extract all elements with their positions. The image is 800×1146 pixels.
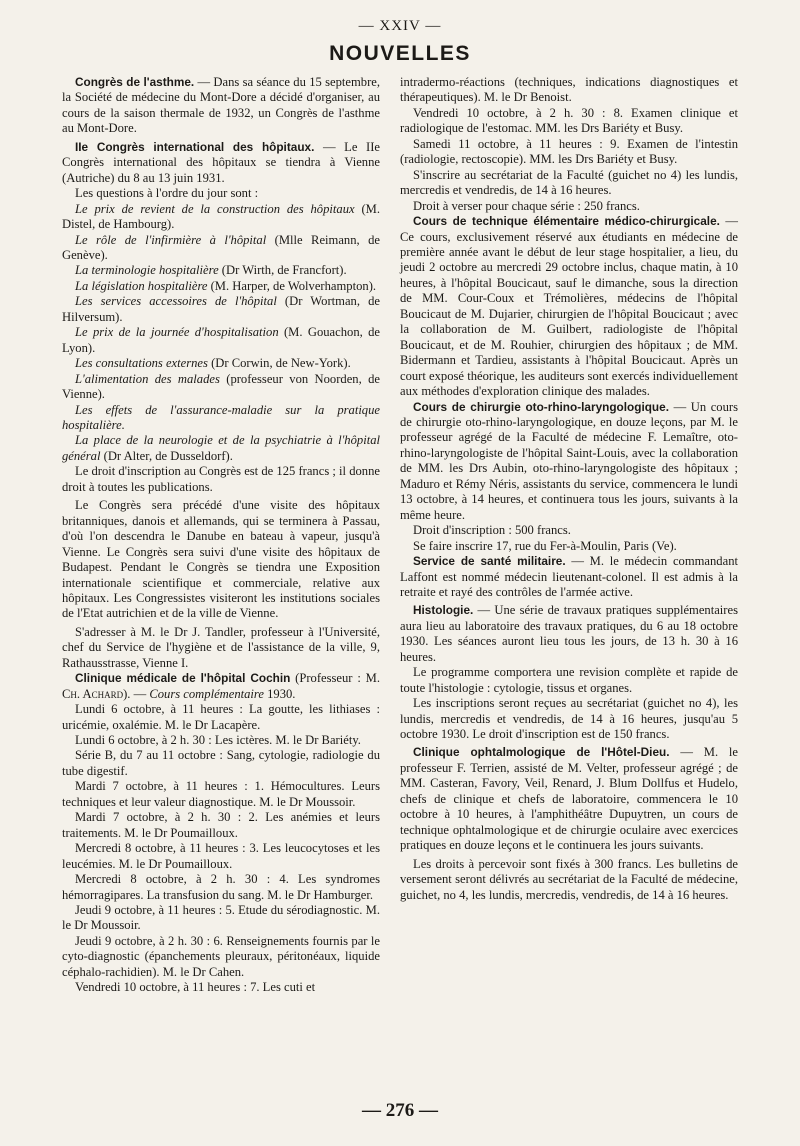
agenda-topic: Le prix de la journée d'hospitalisation xyxy=(75,325,279,340)
histology-registration: Les inscriptions seront reçues au secrétariat (guichet no 4), les lundis, mercredis et vendredis, de 14 à 16 heures, jusqu'au 5 octobre 1930. Le droit d'inscription est de 150 francs. xyxy=(400,696,738,742)
page-number: — 276 — xyxy=(362,1100,438,1121)
agenda-item xyxy=(62,356,380,371)
agenda-speaker: (professeur von Noorden, de Vienne). xyxy=(62,371,381,402)
notice-text: — M. le médecin commandant Laffont est nommé médecin lieutenant-colonel. Il est admis à la retraite et rayé des contrôles de l'armée active. xyxy=(400,554,738,599)
congress-visits: Le Congrès sera précédé d'une visite des hôpitaux britanniques, danois et allemands, qui se terminera à Passau, d'où l'on descendra le Danube en bateau à vapeur, jusqu'à Vienne. Le Congrès sera suivi d'une visite des hôpitaux de Budapest. Pendant le Congrès se tiendra une Exposition internationale scientifique et commerciale, relative aux hôpitaux. Les Congressistes visiteront les institutions sociales de l'Etat autrichien et de la ville de Vienne. xyxy=(62,498,380,621)
agenda-item xyxy=(62,202,380,233)
course-registration: Se faire inscrire 17, rue du Fer-à-Moulin, Paris (Ve). xyxy=(413,538,677,553)
ophthalmology-fees: Les droits à percevoir sont fixés à 300 francs. Les bulletins de versement seront délivrés au secrétariat de la Faculté de médecine, guichet, no 4, les lundis, mercredis, vendredis, de 14 à 16 heures. xyxy=(400,856,738,902)
agenda-topic: Les consultations externes xyxy=(75,356,208,371)
agenda-topic: La législation hospitalière xyxy=(75,278,208,293)
agenda-item xyxy=(62,294,380,325)
course-session: Samedi 11 octobre, à 11 heures : 9. Examen de l'intestin (radiologie, rectoscopie). MM. les Drs Bariéty et Busy. xyxy=(400,136,738,167)
agenda-item xyxy=(62,372,380,403)
notice-text: — Le IIe Congrès international des hôpitaux se tiendra à Vienne (Autriche) du 8 au 13 juin 1931. xyxy=(62,139,380,185)
agenda-item xyxy=(62,325,380,356)
course-session: Mercredi 8 octobre, à 2 h. 30 : 4. Les syndromes hémorragipares. La transfusion du sang. M. le Dr Hamburger. xyxy=(62,872,380,902)
medico-surgical-course-notice xyxy=(400,214,738,399)
course-session: Mercredi 8 octobre, à 11 heures : 3. Les leucocytoses et les leucémies. M. le Dr Poumailloux. xyxy=(62,841,380,871)
notice-heading: Cours de technique élémentaire médico-chirurgicale. xyxy=(413,214,720,229)
asthma-congress-notice xyxy=(62,75,380,137)
agenda-item xyxy=(62,233,380,264)
course-session: Jeudi 9 octobre, à 2 h. 30 : 6. Renseignements fournis par le cyto-diagnostic (épanchements pleuraux, péritonéaux, liquide céphalo-rachidien). M. le Dr Cahen. xyxy=(62,933,380,979)
notice-heading: Service de santé militaire. xyxy=(413,554,566,569)
registration-fee: Le droit d'inscription au Congrès est de 125 francs ; il donne droit à toutes les publications. xyxy=(62,464,380,494)
roman-page-numeral: — XXIV — xyxy=(358,18,442,34)
course-session: Mardi 7 octobre, à 2 h. 30 : 2. Les anémies et leurs traitements. M. le Dr Poumailloux. xyxy=(62,810,380,840)
agenda-topic: La terminologie hospitalière xyxy=(75,263,219,278)
agenda-speaker: (Dr Wortman, de Hilversum). xyxy=(62,294,380,324)
agenda-item xyxy=(62,403,380,434)
course-session: Jeudi 9 octobre, à 11 heures : 5. Etude du sérodiagnostic. M. le Dr Moussoir. xyxy=(62,903,380,933)
cochin-clinic-notice xyxy=(62,671,380,702)
agenda-topic: La place de la neurologie et de la psychiatrie à l'hôpital général xyxy=(62,433,380,463)
notice-text: 1930. xyxy=(263,686,296,701)
course-session: Vendredi 10 octobre, à 11 heures : 7. Les cuti et xyxy=(75,980,316,995)
notice-heading: Clinique ophtalmologique de l'Hôtel-Dieu. xyxy=(413,745,670,760)
left-column xyxy=(62,75,380,996)
notice-text: — Une série de travaux pratiques supplémentaires aura lieu au laboratoire des travaux pratiques, du 6 au 18 octobre 1930. Les séances auront lieu tous les jours, de 13 h. 30 à 16 heures. xyxy=(400,603,738,664)
course-session: Lundi 6 octobre, à 2 h. 30 : Les ictères. M. le Dr Bariéty. xyxy=(75,733,361,748)
notice-text: — Dans sa séance du 15 septembre, la Société de médecine du Mont-Dore a décidé d'organiser, au cours de la saison thermale de 1932, un Congrès de l'asthme au Mont-Dore. xyxy=(62,75,381,136)
agenda-speaker: (M. Gouachon, de Lyon). xyxy=(62,325,381,355)
military-health-notice xyxy=(400,554,738,600)
notice-text: (Professeur : M. xyxy=(290,671,380,686)
notice-text: — M. le professeur F. Terrien, assisté de M. Velter, professeur agrégé ; de MM. Casteran, Favory, Veil, Renard, J. Blum Dollfus et Hudelo, chefs de clinique et chefs de laboratoire, commencera le 10 octobre à 10 heures, à l'amphithéâtre Dupuytren, un cours de technique ophtalmologique et de chirurgie oculaire avec exercices pratiques en douze leçons et le continuera les jours suivants. xyxy=(400,745,738,853)
agenda-speaker: (Dr Wirth, de Francfort). xyxy=(218,263,347,278)
agenda-topic: L'alimentation des malades xyxy=(75,371,220,386)
section-title: NOUVELLES xyxy=(329,42,471,65)
agenda-topic: Les services accessoires de l'hôpital xyxy=(75,294,277,309)
agenda-topic: Le prix de revient de la construction des hôpitaux xyxy=(75,201,355,216)
course-session: Lundi 6 octobre, à 11 heures : La goutte, les lithiases : uricémie, oxalémie. M. le Dr Lacapère. xyxy=(62,702,380,732)
hospital-congress-notice xyxy=(62,140,380,186)
notice-text: — Ce cours, exclusivement réservé aux étudiants en médecine de première année avant le début de leur stage hospitalier, a lieu, du jeudi 2 octobre au mercredi 29 octobre inclus, chaque matin, à 10 heures, à l'hôpital Boucicaut, sauf le dimanche, sous la direction de MM. Cour-Coux et Trémolières, médecins de l'hôpital Boucicaut de M. Dujarier, chirurgien de l'hôpital Boucicaut ; avec la collaboration de M. Guilbert, radiologiste de l'hôpital Boucicaut, et de M. Rouhier, chirurgien des hôpitaux ; de MM. Bidermann et Tardieu, assistants à l'hôpital Boucicaut. Après un court exposé théorique, les auditeurs sont exercés individuellement aux méthodes d'exploration clinique des malades. xyxy=(400,214,738,399)
congress-contact: S'adresser à M. le Dr J. Tandler, professeur à l'Université, chef du Service de l'hygiène et de l'assistance de la ville, 9, Rathausstrasse, Vienne I. xyxy=(62,624,380,670)
notice-heading: IIe Congrès international des hôpitaux. xyxy=(75,139,315,154)
histology-notice xyxy=(400,603,738,665)
right-column xyxy=(400,75,738,903)
professor-name: Ch. Achard xyxy=(62,686,124,701)
course-session: Série B, du 7 au 11 octobre : Sang, cytologie, radiologie du tube digestif. xyxy=(62,748,380,778)
agenda-speaker: (Mlle Reimann, de Genève). xyxy=(62,232,380,262)
notice-text: ). — xyxy=(123,686,150,701)
course-fee: Droit à verser pour chaque série : 250 francs. xyxy=(413,198,640,213)
agenda-item xyxy=(62,279,380,294)
course-session: Vendredi 10 octobre, à 2 h. 30 : 8. Examen clinique et radiologique de l'estomac. MM. les Drs Bariéty et Busy. xyxy=(400,105,738,136)
agenda-topic: Les effets de l'assurance-maladie sur la pratique hospitalière. xyxy=(62,402,380,432)
notice-heading: Clinique médicale de l'hôpital Cochin xyxy=(75,671,291,686)
agenda-intro: Les questions à l'ordre du jour sont : xyxy=(75,186,259,201)
ent-surgery-course-notice xyxy=(400,400,738,524)
agenda-item xyxy=(62,433,380,464)
agenda-speaker: (Dr Alter, de Dusseldorf). xyxy=(100,448,233,463)
course-name: Cours complémentaire xyxy=(149,686,264,701)
agenda-speaker: (M. Harper, de Wolverhampton). xyxy=(207,278,377,293)
agenda-item xyxy=(62,263,380,278)
histology-program: Le programme comportera une revision complète et rapide de toute l'histologie : cytologie, tissus et organes. xyxy=(400,665,738,695)
agenda-speaker: (Dr Corwin, de New-York). xyxy=(207,356,351,371)
agenda-topic: Le rôle de l'infirmière à l'hôpital xyxy=(75,232,267,247)
notice-text: — Un cours de chirurgie oto-rhino-laryngologique, en douze leçons, par M. le professeur agrégé de la Faculté de médecine F. Lemaître, oto-rhino-laryngologiste de l'hôpital Saint-Louis, avec la collaboration de MM. les Drs Aubin, oto-rhino-laryngologiste des hôpitaux ; Maduro et Rémy Néris, assistants du service, commencera le lundi 13 octobre, à 14 heures, et continuera tous les jours, suivants à la même heure. xyxy=(400,399,738,522)
course-registration: S'inscrire au secrétariat de la Faculté (guichet no 4) les lundis, mercredis et vendredis, de 14 à 16 heures. xyxy=(400,167,738,198)
agenda-speaker: (M. Distel, de Hambourg). xyxy=(62,201,380,232)
course-session-continued: intradermo-réactions (techniques, indications diagnostiques et thérapeutiques). M. le Dr Benoist. xyxy=(400,75,738,105)
course-fee: Droit d'inscription : 500 francs. xyxy=(413,523,571,538)
notice-heading: Cours de chirurgie oto-rhino-laryngologique. xyxy=(413,399,669,414)
ophthalmology-clinic-notice xyxy=(400,745,738,853)
notice-heading: Histologie. xyxy=(413,603,474,618)
course-session: Mardi 7 octobre, à 11 heures : 1. Hémocultures. Leurs techniques et leur valeur diagnostique. M. le Dr Moussoir. xyxy=(62,779,380,809)
notice-heading: Congrès de l'asthme. xyxy=(75,75,195,89)
